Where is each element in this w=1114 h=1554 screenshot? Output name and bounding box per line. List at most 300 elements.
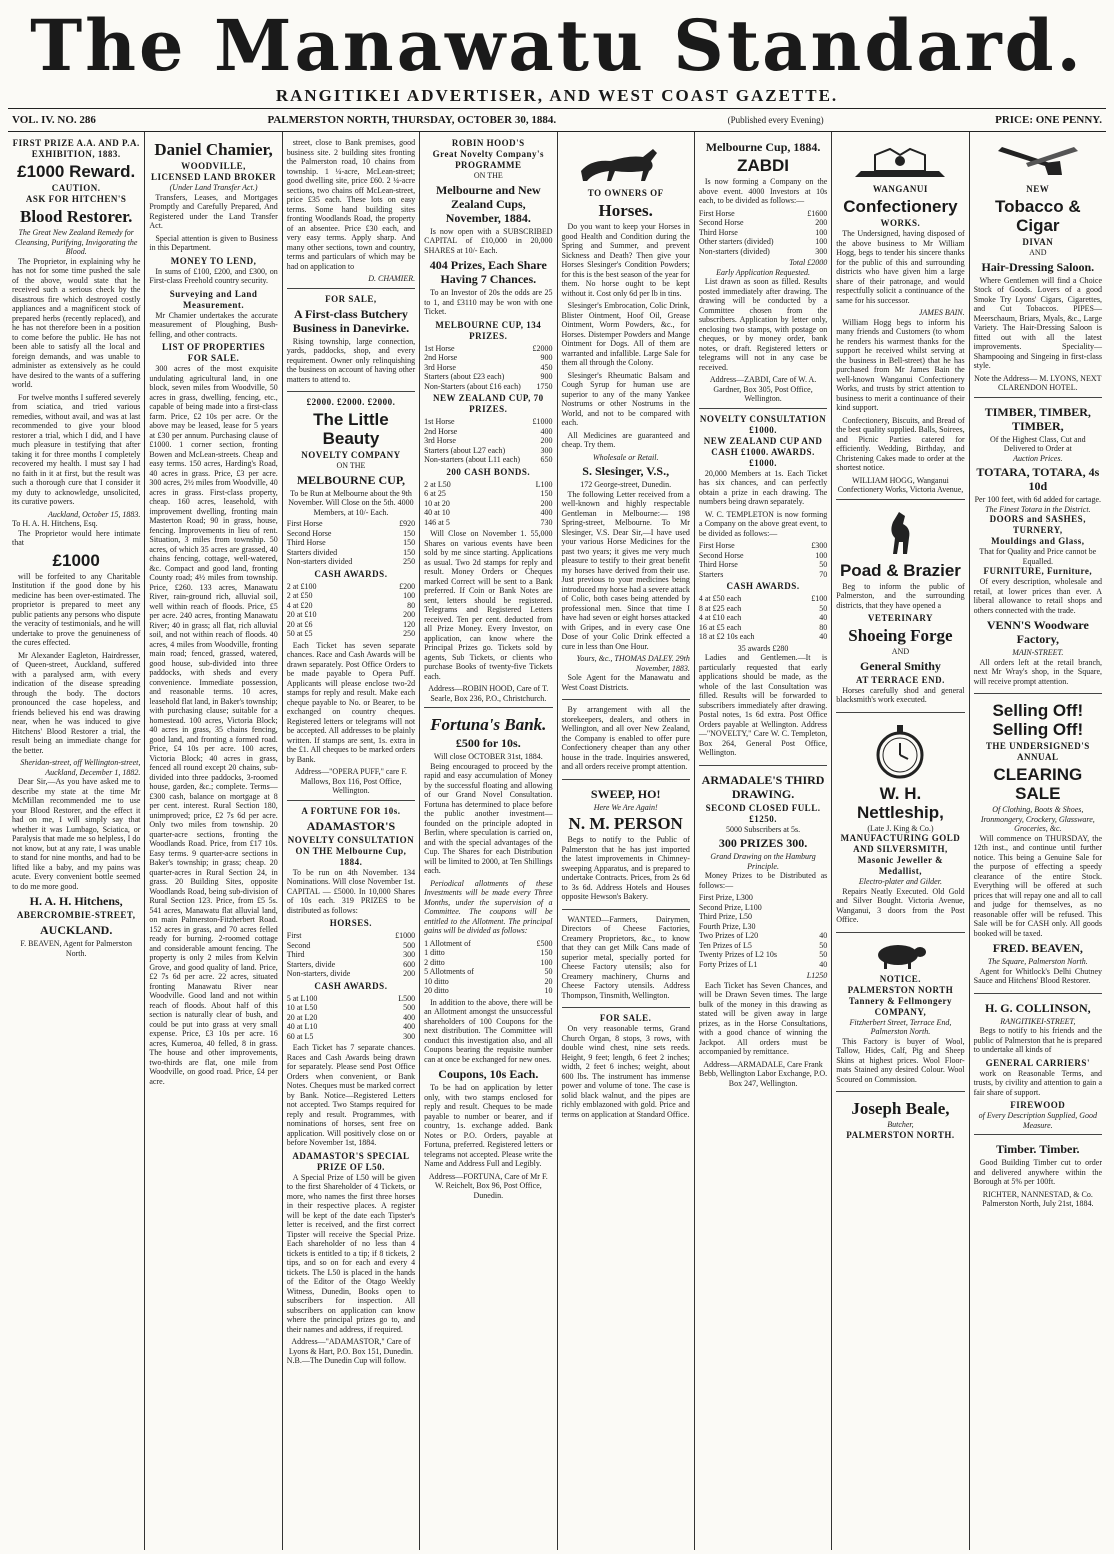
pipes-illustration xyxy=(974,141,1102,181)
vet-heading: VETERINARY xyxy=(867,613,934,623)
cash-heading: CASH AWARDS. xyxy=(314,568,388,579)
row-label: First Horse xyxy=(286,519,323,528)
town-heading: WANGANUI xyxy=(872,184,928,194)
address: 172 George-street, Dunedin. xyxy=(580,480,672,489)
row-value: £920 xyxy=(399,519,416,528)
slesinger-ad xyxy=(562,135,690,700)
table-row xyxy=(424,480,552,490)
article-text: Special attention is given to Business in this Department. xyxy=(149,233,278,252)
pipes-icon xyxy=(988,141,1088,181)
article-text: List drawn as soon as filled. Results posted immediately after drawing. The drawing will be conducted by a Committee chosen from the subscribers. Application by letter only, enclosing two stamps, with postage on cheques, or by money order, bank notes, or draft. Registered letters or telegrams will not in any case be received. xyxy=(698,277,828,372)
row-value xyxy=(815,912,827,922)
sweep-heading: SWEEP, HO! xyxy=(590,786,661,801)
article-text: Do you want to keep your Horses in good Health and Condition during the Spring and Summer, and prevent Sickness and Death? Then give your Horses Slesinger's Condition Powders; for this is the best season of the year for them. No horse ought to be kept without it. Cost only 6d per lb in tins. xyxy=(561,222,690,298)
table-row xyxy=(424,958,552,968)
shoeing-heading: Shoeing Forge xyxy=(848,626,953,645)
table-row xyxy=(699,941,827,951)
article-text: W. C. TEMPLETON is now forming a Company on the above great event, to be divided as follows:— xyxy=(698,509,828,538)
product-heading: Blood Restorer. xyxy=(19,207,133,226)
row-label: 10 at L50 xyxy=(286,1003,318,1012)
awards-line: 35 awards £280 xyxy=(737,643,789,653)
zabdi-ad xyxy=(699,135,827,409)
row-label: 10 ditto xyxy=(424,976,449,986)
columns xyxy=(8,132,1106,1550)
row-value: 100 xyxy=(815,227,828,237)
table-row xyxy=(424,446,552,456)
article-text: street, close to Bank premises, good business site. 2 building sites fronting the Palmerston road, 10 chains from township. 1 ¼-acre, McLean-street; good dwelling site, price £60. 2 ¼-acre sections, two chains off McLean-street, price £35 each. These lots on easy terms. Some hand building sites fronting Woodlands Road, the property of an absentee. Price £30 each, and very easy terms. Apply sharp. And many other sections, town and country, terms and particulars of which may be had on application to xyxy=(286,138,416,271)
row-label: Non-Starters (about £16 each) xyxy=(424,381,521,391)
signature: RICHTER, NANNESTAD, & Co. Palmerston North, July 21st, 1884. xyxy=(982,1189,1094,1208)
row-label: 2nd Horse xyxy=(424,353,458,362)
table-row xyxy=(699,209,827,219)
article-text: A Special Prize of L50 will be given to the first Shareholder of 4 Tickets, or more, who names the first three horses in their respective places. A register will be kept of the date each Tipster's letter is received, and the first correct Tipster will receive the Special Prize. Each shareholder of no less than 4 tickets is entitled to a tip; if 8 tickets, 2 tips, and so on for each and every 4 tickets. The L50 is placed in the hands of the Editor of the Otago Weekly Witness, Dunedin, Books open to subscribers for inspection. All subscribers on application can know where the principal prizes go to, and their names and address, if required. xyxy=(286,1172,416,1334)
table-row xyxy=(424,508,552,518)
row-label: Non-starters, divide xyxy=(286,969,351,978)
address: WILLIAM HOGG, Wanganui Confectionery Works, Victoria Avenue, xyxy=(837,475,964,494)
row-label: 8 at £25 each xyxy=(698,603,742,613)
article-text: Repairs Neatly Executed. Old Gold and Silver Bought. Victoria Avenue, Wanganui, 3 doors from the Post Office. xyxy=(836,886,965,924)
company-sub: NOVELTY CONSULTATION ON THE Melbourne Cup, 1884. xyxy=(287,834,415,867)
blood-restorer-ad xyxy=(12,135,140,962)
allotment-table xyxy=(424,939,552,996)
article-text: Each Ticket has Seven Chances, and will be Drawn Seven times. The large bulk of the money in this drawing as stated will be given away in large prizes, as in the Horse Consultations, with a good chance of winning the Jackpot. All orders must be accompanied by remittance. xyxy=(698,980,828,1056)
article-text: In addition to the above, there will be an Allotment amongst the unsuccessful shareholders of 100 Coupons for the next distribution. The Committee will conduct this investigation also, and all Coupons bearing the requisite number can at once be exchanged for new ones. xyxy=(424,997,553,1064)
table-row xyxy=(287,1022,415,1032)
finest-line: The Finest Totara in the District. xyxy=(985,504,1091,514)
row-label: 1st Horse xyxy=(424,417,455,426)
row-value: 500 xyxy=(403,940,416,950)
table-row xyxy=(699,570,827,580)
cup-heading: Melbourne Cup, 1884. xyxy=(705,140,821,154)
table-row xyxy=(699,912,827,922)
adamastor-ad xyxy=(287,803,415,1370)
row-value: 450 xyxy=(540,362,553,372)
row-label: Forty Prizes of L1 xyxy=(698,959,758,969)
table-row xyxy=(424,372,552,382)
row-value: 300 xyxy=(815,246,828,256)
row-label: 4 at £50 each xyxy=(698,594,742,603)
table-row xyxy=(424,363,552,373)
row-value: 150 xyxy=(540,489,553,498)
article-text: Being encouraged to proceed by the rapid and easy accumulation of Money by the successful floating and allowing of our Grand Novel Consultation. Fortuna has determined to place before the public another investment—founded on the principle adopted in Berlin, where speculation is carried on, and with the special advantages of the Cup. The Shares for each Distribution will be limited to 2000, at Ten Shillings each. xyxy=(424,761,553,875)
table-row xyxy=(287,941,415,951)
row-label: First Prize, L300 xyxy=(698,893,753,902)
row-value: 40 xyxy=(819,613,828,622)
table-row xyxy=(287,620,415,630)
tannery-ad xyxy=(836,935,964,1093)
row-value: 150 xyxy=(403,538,416,547)
selling-heading: Selling Off! Selling Off! xyxy=(992,701,1084,739)
row-value: 200 xyxy=(540,498,553,508)
article-text: The Undersigned, having disposed of the above business to Mr William Hogg, begs to tender his sincere thanks for the public of this and surrounding districts who have given him a large share of their patronage, and would respectfully solicit a continuance of the same for his successor. xyxy=(836,229,965,305)
poad-heading: Poad & Brazier xyxy=(839,560,961,580)
row-label: First Horse xyxy=(698,208,735,218)
article-text: Is now open with a SUBSCRIBED CAPITAL of £10,000 in 20,000 SHARES at 10/- Each. xyxy=(424,226,553,255)
article-text: Each Ticket has 7 separate chances. Races and Cash Awards being drawn for separately. Please send Post Office Orders when convenient, or Bank Notes. Cheques must be marked correct by Bank. Notice—Registered Letters not accepted. Two Stamps required for reply and result. Programmes, with nominations of horses, sent free on application. Will positively close on or before November 1st, 1884. xyxy=(286,1043,416,1147)
company-name: ADAMASTOR'S xyxy=(306,818,396,833)
article-text: Slesinger's Embrocation, Colic Drink, Blister Ointment, Hoof Oil, Grease Ointment, Worm Powders, &c., for Horses. Distemper Powders and Mange Ointment for Dogs. All of them are warranted and infallible. Large Sale for them all through the Colony. xyxy=(561,301,690,367)
signature: Yours, &c., THOMAS DALEY. 29th November, 1883. xyxy=(576,654,690,673)
cups-heading: Melbourne and New Zealand Cups, November, 1884. xyxy=(435,182,541,225)
row-value: 730 xyxy=(540,517,553,527)
owners-heading: TO OWNERS OF xyxy=(587,188,664,198)
confectionery-notice xyxy=(562,702,690,780)
remedy-line: The Great New Zealand Remedy for Cleansing, Purifying, Invigorating the Blood. xyxy=(14,228,138,256)
masthead xyxy=(8,6,1106,106)
table-row xyxy=(699,237,827,247)
and-line: AND xyxy=(891,647,910,656)
venn-heading: VENN'S Woodware Factory, xyxy=(986,618,1089,646)
prizes-heading: 300 PRIZES 300. xyxy=(718,836,808,850)
coat-of-arms-icon xyxy=(845,141,955,181)
row-label: 1 ditto xyxy=(424,948,445,957)
dateline xyxy=(8,108,1106,132)
table-row xyxy=(424,353,552,363)
table-row xyxy=(287,548,415,558)
horse-icon xyxy=(571,141,681,185)
butcher-line: Butcher, xyxy=(887,1120,914,1129)
confectionery-heading: Confectionery xyxy=(843,197,958,216)
cup-desc: To be Run at Melbourne about the 9th November. Will Close on the 5th. 4000 Members, at 10/- Each. xyxy=(288,488,414,517)
table-row xyxy=(287,1013,415,1023)
row-value: 200 xyxy=(540,436,553,445)
article-text: Sole Agent for the Manawatu and West Coast Districts. xyxy=(561,673,690,692)
mouldings-heading: Mouldings and Glass, xyxy=(991,536,1085,546)
table-row xyxy=(287,629,415,639)
clearing-heading: CLEARING SALE xyxy=(993,765,1083,803)
table-row xyxy=(424,344,552,354)
row-value: 900 xyxy=(540,353,553,362)
article-text: To an Investor of 20s the odds are 25 to 1, and £3110 may be won with one Ticket. xyxy=(424,288,553,316)
goods-line: Of Clothing, Boots & Shoes, Ironmongery, Crockery, Glassware, Groceries, &c. xyxy=(980,805,1095,833)
beale-heading: Joseph Beale, xyxy=(851,1099,950,1118)
addressee: To H. A. H. Hitchens, Esq. xyxy=(12,519,98,528)
table-row xyxy=(287,582,415,592)
newspaper-subtitle: RANGITIKEI ADVERTISER, AND WEST COAST GAZETTE. xyxy=(275,86,839,105)
row-label: 50 at £5 xyxy=(286,629,313,638)
signature: JAMES BAIN. xyxy=(918,308,965,317)
address: Address—FORTUNA, Care of Mr F. W. Reichelt, Box 96, Post Office, Dunedin. xyxy=(428,1171,548,1200)
column-1 xyxy=(8,132,145,1550)
table-row xyxy=(287,601,415,611)
saloon-heading: Hair-Dressing Saloon. xyxy=(981,259,1095,274)
signature: Auckland, October 15, 1883. xyxy=(47,509,141,519)
row-label: 2 at £50 xyxy=(286,591,313,600)
row-value: 1750 xyxy=(536,381,553,391)
row-value: £500 xyxy=(536,938,553,948)
total-line: Total £2000 xyxy=(789,258,828,267)
table-row xyxy=(424,499,552,509)
beale-place: PALMERSTON NORTH. xyxy=(846,1129,955,1140)
banner: £2000. £2000. £2000. xyxy=(306,397,396,407)
nz-table xyxy=(424,417,552,465)
notice-heading: NOTICE. xyxy=(879,973,922,984)
row-value: 400 xyxy=(403,1022,416,1031)
table-row xyxy=(424,967,552,977)
quality-line: That for Quality and Price cannot be Equalled. xyxy=(979,547,1097,566)
row-label: Second Horse xyxy=(698,550,744,560)
undersigned-line: THE UNDERSIGNED'S ANNUAL xyxy=(985,741,1090,762)
row-label: 20 at L20 xyxy=(286,1012,318,1022)
doors-heading: DOORS and SASHES, xyxy=(989,514,1086,524)
venn-ad xyxy=(974,400,1102,695)
company-sub: NOVELTY COMPANY xyxy=(301,450,401,460)
row-value: 150 xyxy=(403,547,416,557)
row-value: 50 xyxy=(819,603,828,613)
column-5 xyxy=(558,132,695,1550)
horses-table xyxy=(287,931,415,979)
row-value: 300 xyxy=(403,1031,416,1041)
row-label: 6 at 25 xyxy=(424,489,446,498)
robin-hood-ad xyxy=(424,135,552,708)
agent-street: ABERCROMBIE-STREET, xyxy=(16,910,136,920)
row-label: 4 at £20 xyxy=(286,600,313,610)
horse-rearing-icon xyxy=(875,508,925,558)
armadale-table xyxy=(699,893,827,969)
agent-local: F. BEAVEN, Agent for Palmerston North. xyxy=(20,939,133,958)
row-label: Starters divided xyxy=(286,547,338,557)
row-label: 18 at £2 10s each xyxy=(698,632,755,641)
works-heading: WORKS. xyxy=(880,218,921,228)
auction-line: Auction Prices. xyxy=(1013,453,1063,463)
article-text: For twelve months I suffered severely from sciatica, and tried various remedies, without avail, and was at last recommended to give your blood restorer a trial, which I did, and I have much pleasure in testifying that after taking it for three months I completely recovered my health. I must say I had no faith in it at first, but the result was such a thorough cure that I consider it my duty to acknowledge, unsolicited, its curative powers. xyxy=(12,392,141,506)
table-row xyxy=(699,247,827,257)
armadale-sub: SECOND CLOSED FULL. £1250. xyxy=(705,802,821,824)
row-value: 150 xyxy=(540,948,553,957)
agent-name: H. A. H. Hitchens, xyxy=(29,894,123,908)
row-label: Third Prize, L50 xyxy=(698,912,752,921)
special-heading: ADAMASTOR'S SPECIAL PRIZE OF L50. xyxy=(292,1150,410,1172)
row-label: 5 Allotments of xyxy=(424,967,474,976)
row-label: Second Horse xyxy=(698,218,744,227)
prize-table xyxy=(287,519,415,567)
article-text: Slesinger's Rheumatic Balsam and Cough Syrup for human use are superior to any of the many Yankee Nostrums or other Nostrums in the World, and not to be compared with each. xyxy=(561,370,690,427)
row-label: Twenty Prizes of L2 10s xyxy=(698,950,777,959)
address: Address—ARMADALE, Care Frank Bebb, Wellington Labor Exchange, P.O. Box 247, Wellington. xyxy=(699,1059,828,1088)
lyons-ad xyxy=(974,135,1102,398)
row-value: 200 xyxy=(815,218,828,227)
table-row xyxy=(287,969,415,979)
article-text: WANTED—Farmers, Dairymen, Directors of Cheese Factories, Creamery Proprietors, &c., to know that they can get Milk Cans made of superior metal, specially ported for Cheese Factory utensils; also for Creamery machinery, Churns and Cheese Factory utensils. Address Thompson, Tinsmith, Wellington. xyxy=(561,914,690,1000)
table-row xyxy=(699,541,827,551)
table-row xyxy=(699,560,827,570)
table-row xyxy=(287,1003,415,1013)
place-date: PALMERSTON NORTH, THURSDAY, OCTOBER 30, 1884. xyxy=(267,114,557,126)
row-label: Two Prizes of L20 xyxy=(698,931,759,940)
table-row xyxy=(424,382,552,392)
row-value: 900 xyxy=(540,372,553,381)
company-name: ROBIN HOOD'S xyxy=(451,138,525,148)
row-value: 50 xyxy=(819,950,828,959)
reward-heading: £1000 Reward. xyxy=(17,162,136,181)
broker-name: Daniel Chamier, xyxy=(154,140,273,159)
published-note: (Published every Evening) xyxy=(727,115,824,125)
address: Address—ZABDI, Care of W. A. Gardner, Box 305, Post Office, Wellington. xyxy=(709,375,817,403)
horses-heading: HORSES. xyxy=(329,918,373,928)
row-value: £1600 xyxy=(807,208,828,218)
forsale-heading: FOR SALE. xyxy=(187,353,240,363)
timber-heading: TIMBER, TIMBER, TIMBER, xyxy=(984,404,1091,433)
row-value: 40 xyxy=(819,931,828,940)
watch-illustration xyxy=(836,721,964,781)
article-text: Will Close on November 1. 55,000 Shares on various events have been sold by me since starting. Applications as usual. Two 2d stamps for reply and result. Money Orders or Cheques marked Correct will be sent to a Bank preferred. If Coin or Bank Notes are sent, letters should be registered. Telegrams and Registered Letters received. Ten per cent. deducted from all Prize Money. Every Investor, on application, can know where the Principal Prizes go. Tickets sold by agents, Sub Tickets, or clients who purchase Books of twenty-five Tickets each. xyxy=(424,529,553,681)
turnery-heading: TURNERY, xyxy=(1013,525,1063,535)
article-text: Begs to notify to the Public of Palmerston that he has just imported the latest improvements in Chimney-sweeping Apparatus, and is prepared to undertake Contracts. Prices, from 2s 6d to 3s 6d. Address Hotels and Houses opposite Hewson's Bakery. xyxy=(561,835,690,901)
row-value: 400 xyxy=(540,426,553,436)
row-label: First xyxy=(286,931,302,940)
row-label: 40 at 10 xyxy=(424,508,450,517)
row-label: 2 at L50 xyxy=(424,479,451,489)
melbourne-heading: MELBOURNE CUP, 134 PRIZES. xyxy=(435,319,542,341)
sheep-icon xyxy=(870,941,930,971)
table-row xyxy=(424,427,552,437)
furniture-heading: FURNITURE, Furniture, xyxy=(983,566,1093,576)
mfg-heading: MANUFACTURING GOLD AND SILVERSMITH, xyxy=(840,833,961,854)
melbourne-table xyxy=(424,344,552,392)
smithy-heading: General Smithy xyxy=(859,658,941,673)
row-value: 120 xyxy=(403,619,416,629)
early-line: Early Application Requested. xyxy=(716,267,810,277)
works-illustration xyxy=(836,141,964,181)
table-row xyxy=(424,986,552,996)
row-label: Second Prize, L100 xyxy=(698,902,762,912)
richter-ad xyxy=(974,1137,1102,1213)
fortuna-close: Will close OCTOBER 31st, 1884. xyxy=(433,752,543,761)
tannery-heading: PALMERSTON NORTH Tannery & Fellmongery COMPANY, xyxy=(847,984,954,1017)
ask-line: ASK FOR HITCHEN'S xyxy=(25,194,127,204)
company-name: The Little Beauty xyxy=(313,410,389,448)
nz-heading: NEW ZEALAND CUP AND CASH £1000. AWARDS. £1000. xyxy=(703,435,823,468)
row-value: 200 xyxy=(403,969,416,978)
table-row xyxy=(699,960,827,970)
address: Note the Address— M. LYONS, NEXT CLARENDON HOTEL. xyxy=(974,373,1102,392)
table-row xyxy=(699,228,827,238)
row-label: Third Horse xyxy=(698,560,738,569)
row-value: 100 xyxy=(815,550,828,560)
horses-heading: Horses. xyxy=(598,201,653,220)
row-label: Second xyxy=(286,940,311,950)
beale-ad xyxy=(836,1094,964,1145)
note: N.B.—The Dunedin Cup will follow. xyxy=(286,1356,406,1365)
table-row xyxy=(699,903,827,913)
row-label: Fourth Prize, L30 xyxy=(698,921,756,931)
article-text: The Proprietor would here intimate that xyxy=(12,528,141,547)
column-7 xyxy=(832,132,969,1550)
row-label: Non-starters (about L11 each) xyxy=(424,455,521,464)
broker-place: WOODVILLE, xyxy=(181,161,246,171)
row-label: 2 ditto xyxy=(424,957,445,967)
article-text: Horses carefully shod and general blacksmith's work executed. xyxy=(836,685,965,704)
article-text: This Factory is buyer of Wool, Tallow, Hides, Calf, Pig and Sheep Skins at highest prices. Wool Floor-mats Stained any desired Colour. Wool Scoured on Commission. xyxy=(836,1036,965,1084)
bonds-table xyxy=(424,480,552,528)
sweep-ad xyxy=(562,782,690,910)
timber2-heading: Timber. Timber. xyxy=(996,1142,1080,1156)
collinson-ad xyxy=(974,996,1102,1136)
new-line: NEW xyxy=(1026,184,1050,194)
article-text: Transfers, Leases, and Mortgages Promptly and Carefully Prepared, And Registered under the Land Transfer Act. xyxy=(149,192,278,230)
table-row xyxy=(424,455,552,465)
article-text: Agent for Whitlock's Delhi Chutney Sauce and Hitchens' Blood Restorer. xyxy=(973,966,1102,985)
row-value xyxy=(815,922,827,932)
row-value xyxy=(815,903,827,913)
row-label: 60 at L5 xyxy=(286,1031,314,1041)
table-row xyxy=(699,551,827,561)
table-row xyxy=(287,1032,415,1042)
cash-heading: CASH AWARDS. xyxy=(314,980,388,991)
row-value: 250 xyxy=(403,629,416,638)
table-row xyxy=(424,489,552,499)
address: Fitzherbert Street, Terrace End, Palmerston North. xyxy=(849,1017,952,1036)
forsale-heading: FOR SALE. xyxy=(599,1013,652,1023)
row-label: 5 at L100 xyxy=(286,993,318,1003)
row-value: £1000 xyxy=(395,931,416,940)
row-label: 2nd Horse xyxy=(424,426,458,436)
row-value: 650 xyxy=(540,455,553,464)
firewood-sub: of Every Description Supplied, Good Measure. xyxy=(978,1111,1098,1130)
tobacco-heading: Tobacco & Cigar xyxy=(994,197,1081,235)
row-label: 3rd Horse xyxy=(424,436,456,445)
article-text: Beg to inform the public of Palmerston, and the surrounding districts, that they have opened a xyxy=(836,581,965,610)
fortuna-heading: Fortuna's Bank. xyxy=(430,715,547,734)
table-row xyxy=(287,994,415,1004)
row-label: 3rd Horse xyxy=(424,362,456,372)
sheep-illustration xyxy=(836,941,964,971)
article-text: Begs to notify to his friends and the public of Palmerston that he is prepared to undertake all kinds of xyxy=(973,1026,1102,1054)
horse-illustration xyxy=(836,508,964,558)
newspaper-title: The Manawatu Standard. xyxy=(30,6,1084,86)
article-text: Money Prizes to be Distributed as follows:— xyxy=(698,871,828,890)
article-text: Where Gentlemen will find a Choice Stock of Goods. Lovers of a good Smoke Try Lyons' Cigars, Cigarettes, and Cut Tobaccos. PIPES—Meerschaum, Briars, Myals, &c., Large Variety. The Hair-Dressing Saloon is fitted out with all the latest improvements. Speciality—Shampooing and Singeing in first-class style. xyxy=(973,275,1102,370)
members-line: 5000 Subscribers at 5s. xyxy=(725,824,801,834)
article-text: To be run on 4th November. 134 Nominations. Will close November 1st. CAPITAL — £5000. In 10,000 Shares of 10s each. 319 PRIZES to be distributed as follows: xyxy=(286,867,416,915)
row-value: 50 xyxy=(819,940,828,950)
article-text: By arrangement with all the storekeepers, dealers, and others in Wellington, and all over New Zealand, the Company is enabled to offer pure Confectionery cheaper than any other house in the trade. Inquiries answered, and all orders receive prompt attention. xyxy=(561,705,690,771)
row-value: L500 xyxy=(398,993,416,1003)
volume-number: VOL. IV. NO. 286 xyxy=(12,114,96,126)
row-label: First Horse xyxy=(698,541,735,550)
row-value: 150 xyxy=(403,528,416,538)
chamier-continued xyxy=(287,135,415,289)
table-row xyxy=(287,950,415,960)
chamier-ad xyxy=(149,135,277,1093)
table-row xyxy=(287,931,415,941)
article-text: 20,000 Members at 1s. Each Ticket has six chances, and can perfectly obtain a prize in each drawing. The numbers being drawn separately. xyxy=(698,468,828,506)
table-row xyxy=(424,977,552,987)
bonds-heading: 200 CASH BONDS. xyxy=(446,466,531,477)
prizes-heading: 404 Prizes, Each Share Having 7 Chances. xyxy=(429,258,547,286)
row-value: 200 xyxy=(403,610,416,619)
row-label: 2 at £100 xyxy=(286,581,317,591)
prize-table xyxy=(699,209,827,257)
row-value: 500 xyxy=(403,1003,416,1012)
row-value: 70 xyxy=(819,569,828,579)
address: Address—"ADAMASTOR," Care of Lyons & Hart, P.O. Box 151, Dunedin. xyxy=(288,1337,414,1356)
row-value: 300 xyxy=(403,950,416,959)
table-row xyxy=(424,939,552,949)
row-label: Other starters (divided) xyxy=(698,237,774,246)
row-label: Starters (about L27 each) xyxy=(424,445,506,455)
row-value: 100 xyxy=(540,957,553,967)
row-label: Starters xyxy=(698,569,724,579)
cash-heading: CASH AWARDS. xyxy=(726,581,800,591)
carriers-heading: GENERAL CARRIERS' xyxy=(985,1057,1090,1068)
column-6 xyxy=(695,132,832,1550)
timber-sub: Of the Highest Class, Cut and Delivered to Order at xyxy=(990,434,1086,453)
cash-table xyxy=(699,594,827,642)
prize-line: FIRST PRIZE A.A. AND P.A. EXHIBITION, 1883. xyxy=(12,138,140,159)
and-line: AND xyxy=(1029,248,1047,257)
article-text: Each Ticket has seven separate chances. Race and Cash Awards will be drawn separately. Post Office Orders to be made payable to Opera Puff. Applicants will please enclose two-2d stamps for reply and result. Make each cheque payable to No. or Bearer, to be exchanged on country cheques. Registered letters or telegrams will not be accepted. All addresses to be plainly written. If stamps are sent, 1s. extra in the £1. All cheques to be marked orders by Bank. xyxy=(286,640,416,764)
